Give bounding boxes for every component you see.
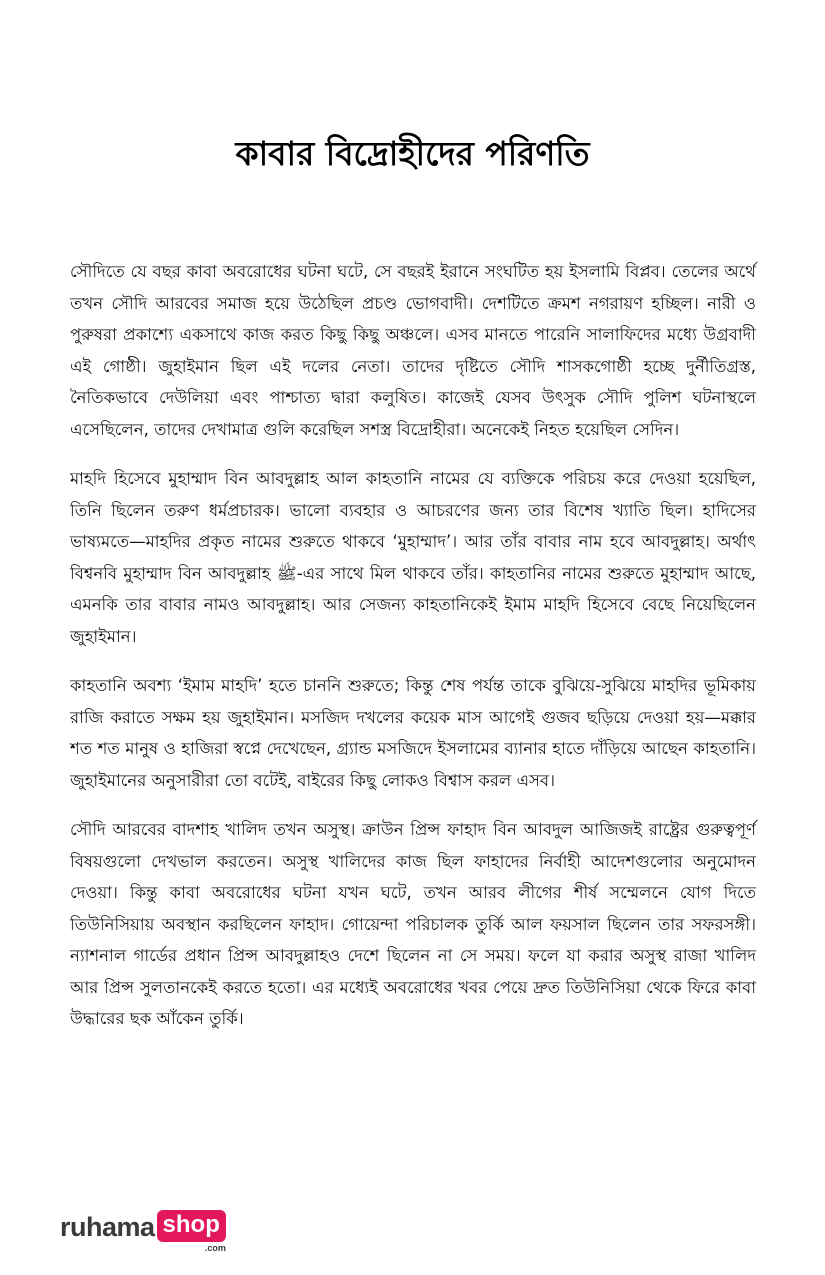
paragraph-2: মাহদি হিসেবে মুহাম্মাদ বিন আবদুল্লাহ আল কাহতানি নামের যে ব্যক্তিকে পরিচয় করে দেওয়া হয়েছিল, তিনি ছিলেন তরুণ ধর্মপ্রচারক। ভালো ব্যবহার ও আচরণের জন্য তার বিশেষ খ্যাতি ছিল। হাদিসের ভাষ্যমতে—মাহদির প্রকৃত নামের শুরুতে থাকবে ‘মুহাম্মাদ’। আর তাঁর বাবার নাম হবে আবদুল্লাহ। অর্থাৎ বিশ্বনবি মুহাম্মাদ বিন আবদুল্লাহ ﷺ-এর সাথে মিল থাকবে তাঁর। কাহতানির নামের শুরুতে মুহাম্মাদ আছে, এমনকি তার বাবার নামও আবদুল্লাহ। আর সেজন্য কাহতানিকেই ইমাম মাহদি হিসেবে বেছে নিয়েছিলেন জুহাইমান।: [70, 469, 756, 646]
paragraph-1: সৌদিতে যে বছর কাবা অবরোধের ঘটনা ঘটে, সে বছরই ইরানে সংঘটিত হয় ইসলামি বিপ্লব। তেলের অর্থে তখন সৌদি আরবের সমাজ হয়ে উঠেছিল প্রচণ্ড ভোগবাদী। দেশটিতে ক্রমশ নগরায়ণ হচ্ছিল। নারী ও পুরুষরা প্রকাশ্যে একসাথে কাজ করত কিছু কিছু অঞ্চলে। এসব মানতে পারেনি সালাফিদের মধ্যে উগ্রবাদী এই গোষ্ঠী। জুহাইমান ছিল এই দলের নেতা। তাদের দৃষ্টিতে সৌদি শাসকগোষ্ঠী হচ্ছে দুর্নীতিগ্রস্ত, নৈতিকভাবে দেউলিয়া এবং পাশ্চাত্য দ্বারা কলুষিত। কাজেই যেসব উৎসুক সৌদি পুলিশ ঘটনাস্থলে এসেছিলেন, তাদের দেখামাত্র গুলি করেছিল সশস্ত্র বিদ্রোহীরা। অনেকেই নিহত হয়েছিল সেদিন।: [70, 262, 756, 439]
logo-shop-text: shop: [157, 1210, 226, 1242]
article-body: [70, 256, 756, 1053]
paragraph-3: কাহতানি অবশ্য ‘ইমাম মাহদি’ হতে চাননি শুরুতে; কিন্তু শেষ পর্যন্ত তাকে বুঝিয়ে-সুঝিয়ে মাহদির ভূমিকায় রাজি করাতে সক্ষম হয় জুহাইমান। মসজিদ দখলের কয়েক মাস আগেই গুজব ছড়িয়ে দেওয়া হয়—মক্কার শত শত মানুষ ও হাজিরা স্বপ্নে দেখেছেন, গ্র্যান্ড মসজিদে ইসলামের ব্যানার হাতে দাঁড়িয়ে আছেন কাহতানি। জুহাইমানের অনুসারীরা তো বটেই, বাইরের কিছু লোকও বিশ্বাস করল এসব।: [70, 676, 756, 790]
page-title: কাবার বিদ্রোহীদের পরিণতি: [235, 134, 590, 173]
logo-domain-text: .com: [204, 1243, 226, 1253]
paragraph-4: সৌদি আরবের বাদশাহ খালিদ তখন অসুস্থ। ক্রাউন প্রিন্স ফাহাদ বিন আবদুল আজিজই রাষ্ট্রের গুরুত্বপূর্ণ বিষয়গুলো দেখভাল করতেন। অসুস্থ খালিদের কাজ ছিল ফাহাদের নির্বাহী আদেশগুলোর অনুমোদন দেওয়া। কিন্তু কাবা অবরোধের ঘটনা যখন ঘটে, তখন আরব লীগের শীর্ষ সম্মেলনে যোগ দিতে তিউনিসিয়ায় অবস্থান করছিলেন ফাহাদ। গোয়েন্দা পরিচালক তুর্কি আল ফয়সাল ছিলেন তার সফরসঙ্গী। ন্যাশনাল গার্ডের প্রধান প্রিন্স আবদুল্লাহও দেশে ছিলেন না সে সময়। ফলে যা করার অসুস্থ রাজা খালিদ আর প্রিন্স সুলতানকেই করতে হতো। এর মধ্যেই অবরোধের খবর পেয়ে দ্রুত তিউনিসিয়া থেকে ফিরে কাবা উদ্ধারের ছক আঁকেন তুর্কি।: [70, 820, 756, 1028]
logo-ruhama-text: ruhama: [60, 1212, 155, 1242]
logo-shop-badge: [157, 1210, 226, 1253]
ruhamashop-logo: [60, 1210, 226, 1253]
